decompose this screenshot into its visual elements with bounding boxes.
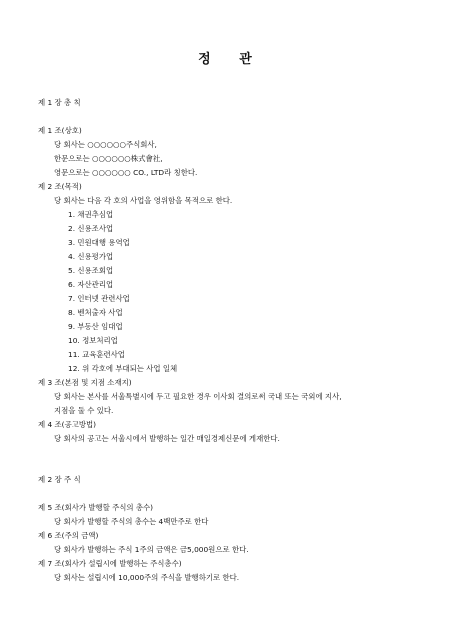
article-text: 당 회사는 본사를 서울특별시에 두고 필요한 경우 이사회 결의로써 국내 또는 국외에 지사, [54, 392, 342, 401]
article-text: 당 회사는 다음 각 호의 사업을 영위함을 목적으로 한다. [54, 196, 233, 205]
page-title: 정 관 [198, 52, 264, 67]
article-heading: 제 6 조(주의 금액) [38, 531, 99, 540]
list-item: 7. 인터넷 관련사업 [68, 294, 130, 303]
article-text: 당 회사는 ○○○○○○주식회사, [54, 140, 157, 149]
article-text: 한문으로는 ○○○○○○株式會社, [54, 154, 163, 163]
article-text: 당 회사의 공고는 서울시에서 발행하는 일간 매일경제신문에 게재한다. [54, 434, 280, 443]
article-text: 영문으로는 ○○○○○○ CO., LTD라 칭한다. [54, 168, 198, 177]
article-heading: 제 2 조(목적) [38, 182, 82, 191]
list-item: 11. 교육훈련사업 [68, 350, 125, 359]
list-item: 10. 정보처리업 [68, 336, 118, 345]
article-text: 지점을 둘 수 있다. [54, 406, 114, 415]
list-item: 3. 민원대행 용역업 [68, 238, 130, 247]
article-text: 당 회사는 설립시에 10,000주의 주식을 발행하기로 한다. [54, 573, 240, 582]
article-heading: 제 1 조(상호) [38, 126, 82, 135]
list-item: 1. 채권추심업 [68, 210, 114, 219]
article-text: 당 회사가 발행할 주식의 총수는 4백만주로 한다 [54, 517, 209, 526]
article-heading: 제 7 조(회사가 설립시에 발행하는 주식총수) [38, 559, 182, 568]
article-text: 당 회사가 발행하는 주식 1주의 금액은 금5,000원으로 한다. [54, 545, 249, 554]
list-item: 9. 부동산 임대업 [68, 322, 123, 331]
list-item: 5. 신용조회업 [68, 266, 114, 275]
list-item: 6. 자산관리업 [68, 280, 114, 289]
list-item: 4. 신용평가업 [68, 252, 114, 261]
chapter-heading: 제 2 장 주 식 [38, 475, 81, 484]
list-item: 8. 벤처출자 사업 [68, 308, 123, 317]
article-heading: 제 5 조(회사가 발행할 주식의 총수) [38, 503, 154, 512]
article-heading: 제 3 조(본점 및 지점 소재지) [38, 378, 132, 387]
list-item: 2. 신용조사업 [68, 224, 114, 233]
chapter-heading: 제 1 장 총 칙 [38, 98, 81, 107]
list-item: 12. 위 각호에 부대되는 사업 일체 [68, 364, 178, 373]
article-heading: 제 4 조(공고방법) [38, 420, 97, 429]
